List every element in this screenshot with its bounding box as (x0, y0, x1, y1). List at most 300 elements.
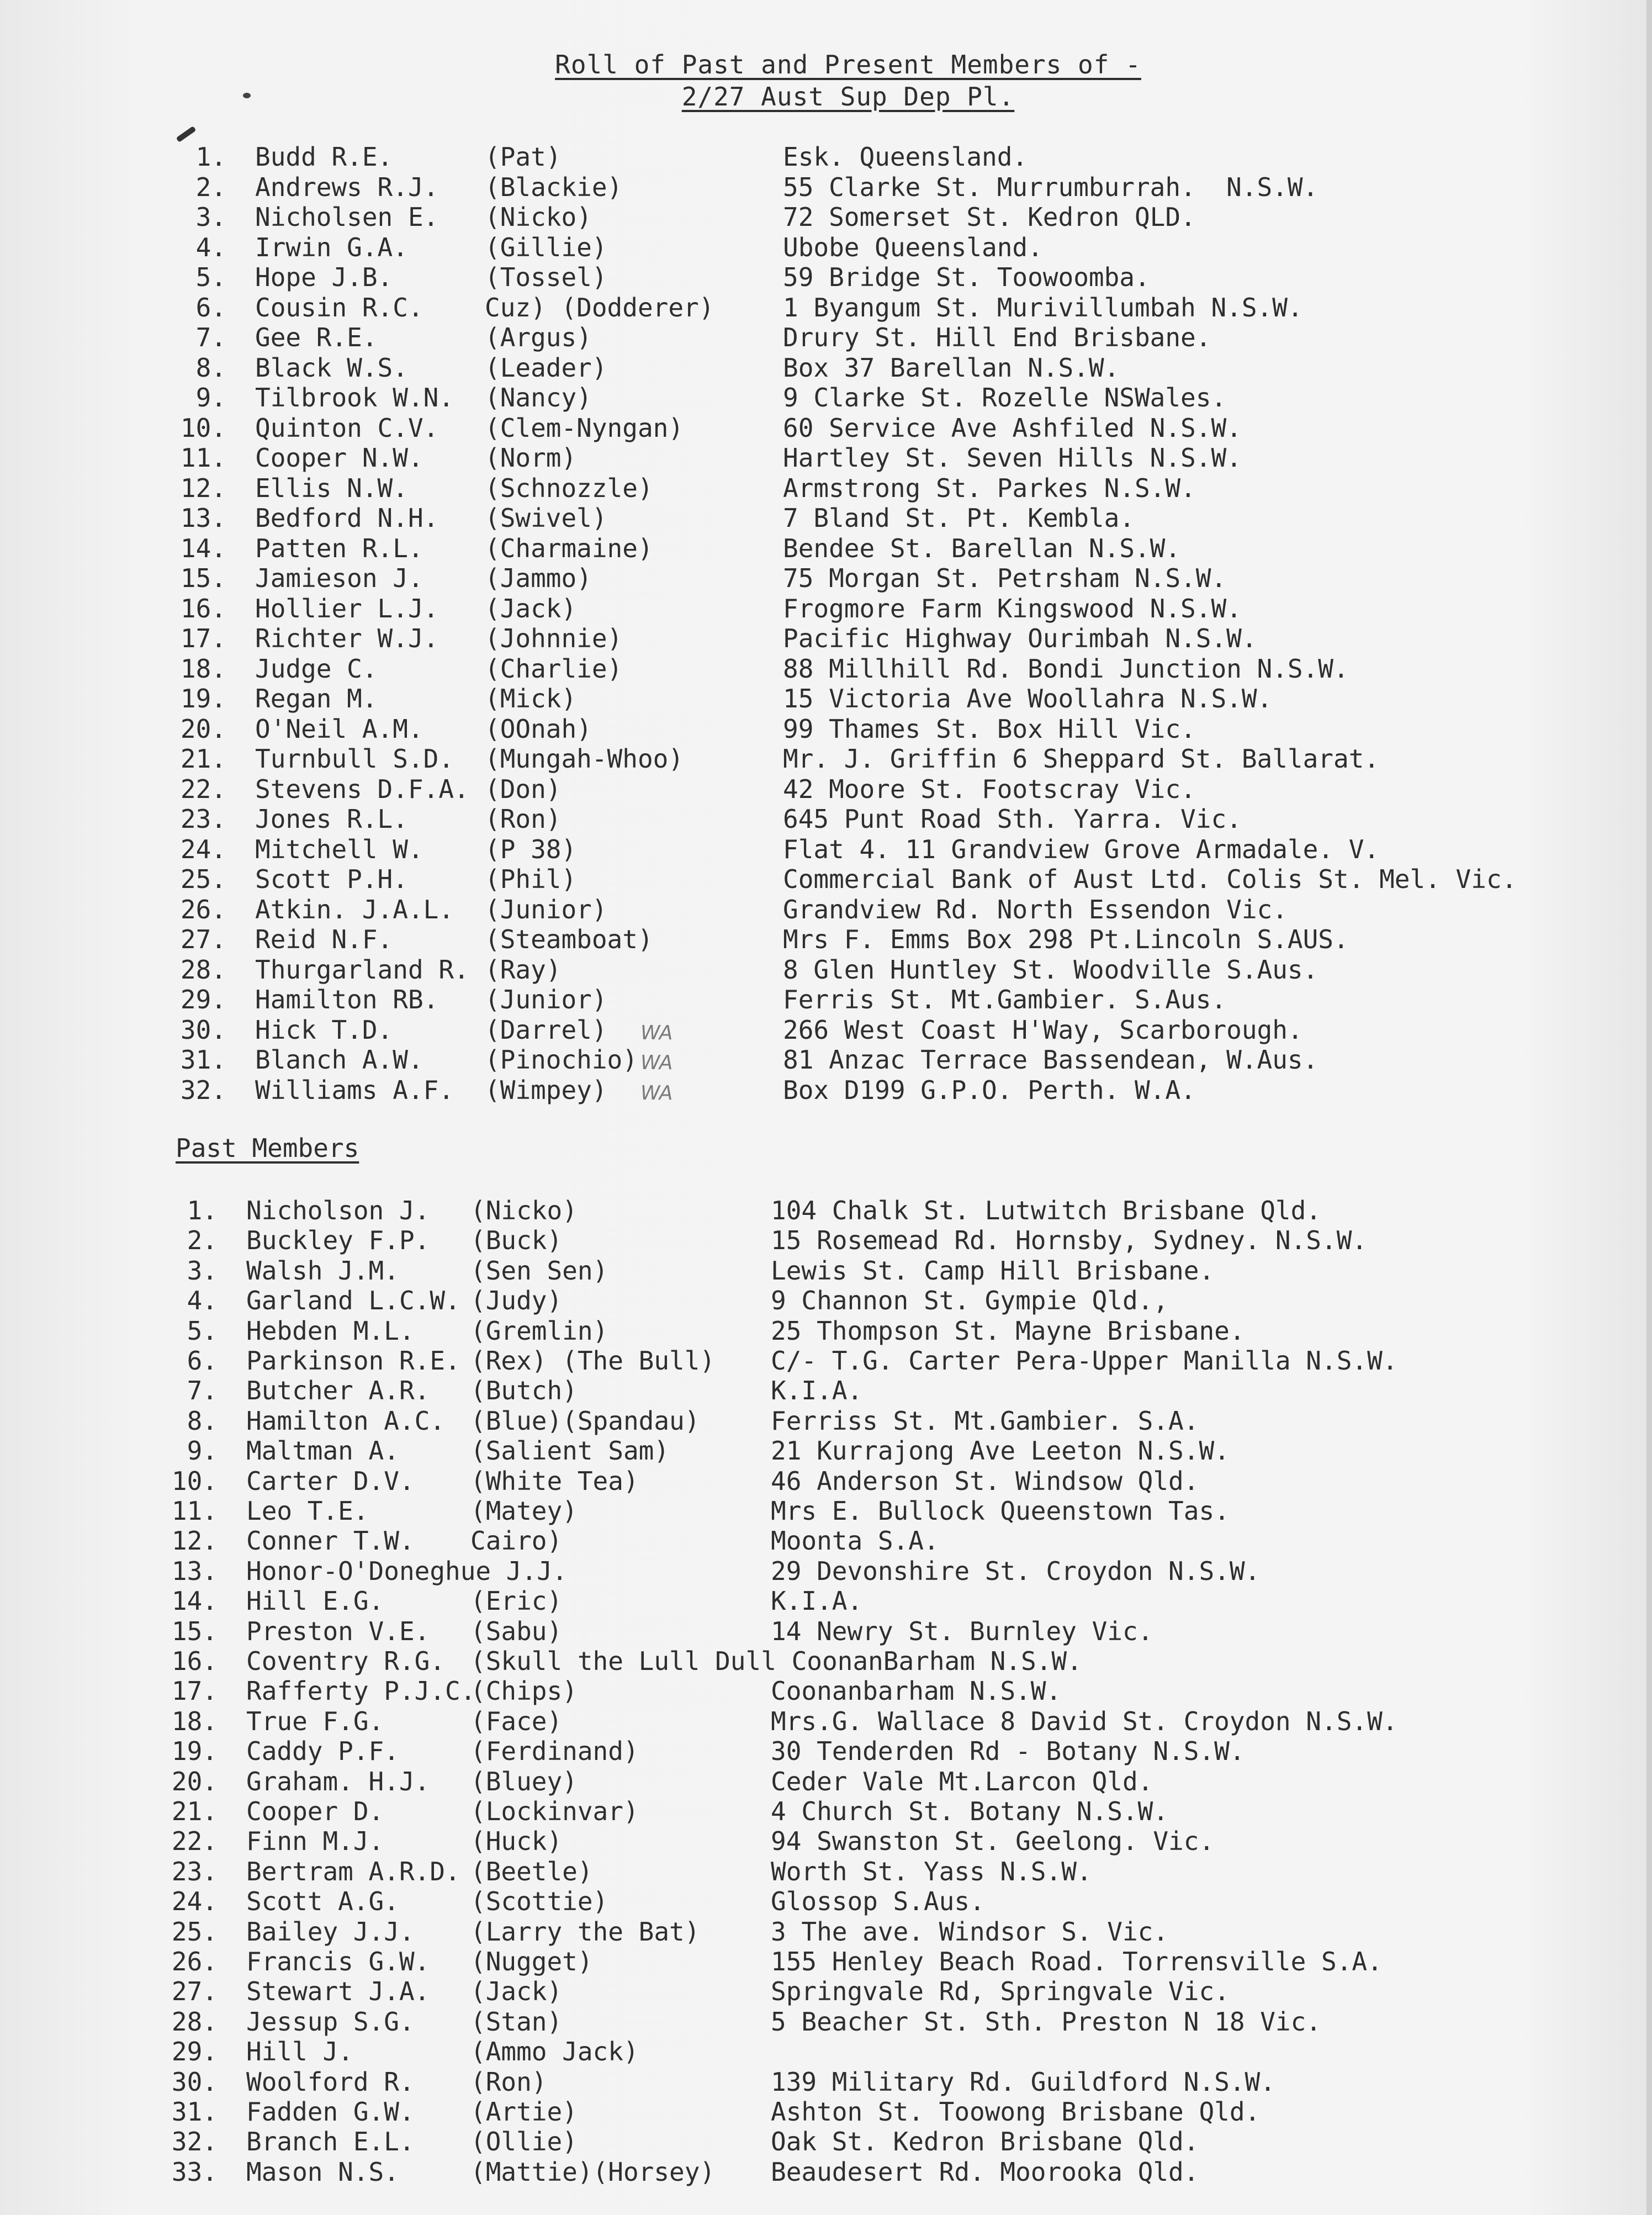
member-number: 15. (171, 1616, 218, 1646)
member-number: 5. (195, 262, 226, 292)
member-nickname: (Phil) (485, 864, 577, 894)
member-number: 2. (195, 172, 226, 202)
member-name: Stevens D.F.A. (255, 774, 469, 804)
member-row (0, 1736, 1652, 1767)
member-number: 10. (180, 413, 226, 443)
member-address: Flat 4. 11 Grandview Grove Armadale. V. (783, 834, 1380, 864)
member-row (0, 1706, 1652, 1737)
member-number: 27. (180, 924, 226, 954)
member-address: 15 Victoria Ave Woollahra N.S.W. (783, 684, 1273, 713)
member-number: 13. (171, 1556, 218, 1586)
member-nickname: (Darrel) (485, 1014, 607, 1045)
member-address: Esk. Queensland. (783, 142, 1028, 172)
member-number: 19. (180, 684, 226, 713)
member-number: 3. (187, 1255, 218, 1286)
member-address: Hartley St. Seven Hills N.S.W. (783, 443, 1242, 473)
document-title: Roll of Past and Present Members of - (555, 50, 1141, 80)
member-number: 23. (171, 1856, 218, 1886)
member-nickname: (Norm) (485, 443, 577, 473)
member-row (0, 653, 1652, 684)
member-row (0, 1946, 1652, 1977)
member-name: Mitchell W. (255, 834, 423, 864)
member-nickname: (Charlie) (485, 653, 623, 684)
member-number: 26. (180, 894, 226, 924)
member-address: Ferris St. Mt.Gambier. S.Aus. (783, 985, 1227, 1014)
member-number: 18. (180, 653, 226, 684)
member-address: Ubobe Queensland. (783, 232, 1043, 262)
member-row (0, 2156, 1652, 2187)
member-number: 15. (180, 563, 226, 593)
handwritten-note: WA (640, 1051, 673, 1074)
member-row (0, 172, 1652, 203)
member-number: 17. (180, 623, 226, 653)
member-name: Bailey J.J. (246, 1916, 415, 1947)
member-nickname: (Schnozzle) (485, 473, 653, 503)
member-nickname: (Blackie) (485, 172, 623, 202)
member-number: 4. (187, 1286, 218, 1316)
member-number: 3. (195, 202, 226, 232)
member-address: 266 West Coast H'Way, Scarborough. (783, 1014, 1303, 1045)
member-nickname: (Lockinvar) (470, 1796, 639, 1826)
member-number: 24. (180, 834, 226, 864)
member-nickname: (Gremlin) (470, 1315, 608, 1346)
member-nickname: Cuz) (Dodderer) (485, 292, 714, 323)
member-name: Buckley F.P. (246, 1225, 430, 1256)
member-row (0, 1285, 1652, 1316)
member-nickname: (Sen Sen) (470, 1255, 608, 1286)
member-address: 81 Anzac Terrace Bassendean, W.Aus. (783, 1045, 1319, 1075)
member-address: K.I.A. (771, 1376, 863, 1406)
member-number: 25. (180, 864, 226, 894)
member-number: 11. (180, 443, 226, 473)
member-address: Drury St. Hill End Brisbane. (783, 323, 1211, 352)
member-address: Ferriss St. Mt.Gambier. S.A. (771, 1405, 1199, 1436)
member-address: 3 The ave. Windsor S. Vic. (771, 1916, 1169, 1947)
member-nickname: (Rex) (The Bull) (470, 1346, 716, 1376)
member-row (0, 1315, 1652, 1346)
member-number: 4. (195, 232, 226, 262)
member-name: Blanch A.W. (255, 1045, 423, 1075)
member-address: Commercial Bank of Aust Ltd. Colis St. Mel. Vic. (783, 864, 1517, 894)
member-name: Rafferty P.J.C. (246, 1676, 476, 1706)
past-members-heading: Past Members (176, 1133, 359, 1163)
member-row (0, 1345, 1652, 1376)
member-name: Cousin R.C. (255, 292, 423, 323)
member-row (0, 2006, 1652, 2037)
member-nickname: (Argus) (485, 323, 592, 352)
member-address: 104 Chalk St. Lutwitch Brisbane Qld. (771, 1196, 1321, 1225)
member-nickname: (Chips) (470, 1676, 578, 1706)
member-address: 88 Millhill Rd. Bondi Junction N.S.W. (783, 653, 1349, 684)
member-number: 24. (171, 1886, 218, 1917)
member-nickname: (Skull the Lull Dull CoonanBarham N.S.W. (470, 1646, 1082, 1676)
member-row (0, 1044, 1652, 1075)
member-number: 22. (180, 774, 226, 804)
member-number: 7. (187, 1376, 218, 1406)
member-name: Patten R.L. (255, 533, 423, 563)
member-nickname: (Pat) (485, 142, 562, 172)
member-number: 1. (187, 1196, 218, 1225)
member-address: 5 Beacher St. Sth. Preston N 18 Vic. (771, 2006, 1321, 2037)
member-row (0, 1014, 1652, 1045)
member-row (0, 1075, 1652, 1106)
member-nickname: (Junior) (485, 894, 607, 924)
member-row (0, 322, 1652, 353)
member-name: Regan M. (255, 684, 378, 713)
member-address: Glossop S.Aus. (771, 1886, 985, 1917)
member-row (0, 202, 1652, 232)
member-nickname: (Blue)(Spandau) (470, 1405, 700, 1436)
member-number: 23. (180, 804, 226, 834)
member-nickname: (Larry the Bat) (470, 1916, 700, 1947)
member-nickname: (Swivel) (485, 503, 607, 533)
member-name: Black W.S. (255, 352, 408, 383)
member-address: K.I.A. (771, 1586, 863, 1616)
member-row (0, 1976, 1652, 2007)
member-nickname: (Mick) (485, 684, 577, 713)
member-row (0, 1466, 1652, 1497)
member-row (0, 1675, 1652, 1706)
member-name: Conner T.W. (246, 1526, 415, 1556)
member-name: Caddy P.F. (246, 1736, 399, 1767)
member-name: Hebden M.L. (246, 1315, 415, 1346)
member-row (0, 1886, 1652, 1917)
member-name: Jessup S.G. (246, 2006, 415, 2037)
member-address: 94 Swanston St. Geelong. Vic. (771, 1826, 1215, 1857)
member-address: 9 Clarke St. Rozelle NSWales. (783, 383, 1227, 413)
member-address: Beaudesert Rd. Moorooka Qld. (771, 2156, 1199, 2187)
member-name: Scott A.G. (246, 1886, 399, 1917)
member-number: 31. (171, 2097, 218, 2127)
member-address: Springvale Rd, Springvale Vic. (771, 1976, 1230, 2007)
handwritten-note: WA (640, 1081, 673, 1104)
member-number: 9. (195, 383, 226, 413)
member-row (0, 473, 1652, 504)
member-row (0, 1766, 1652, 1797)
member-address: Oak St. Kedron Brisbane Qld. (771, 2127, 1199, 2157)
member-nickname: (Butch) (470, 1376, 578, 1406)
member-number: 28. (180, 954, 226, 985)
member-row (0, 2036, 1652, 2067)
member-nickname: (Don) (485, 774, 562, 804)
member-nickname: (Ray) (485, 954, 562, 985)
member-number: 14. (180, 533, 226, 563)
member-number: 27. (171, 1976, 218, 2007)
member-number: 8. (195, 352, 226, 383)
member-number: 18. (171, 1706, 218, 1736)
member-number: 12. (180, 473, 226, 503)
member-name: Hope J.B. (255, 262, 393, 292)
member-nickname: (Buck) (470, 1225, 563, 1256)
member-row (0, 413, 1652, 443)
member-address: Ceder Vale Mt.Larcon Qld. (771, 1766, 1153, 1796)
member-name: Andrews R.J. (255, 172, 439, 202)
member-number: 25. (171, 1916, 218, 1947)
member-address: 139 Military Rd. Guildford N.S.W. (771, 2066, 1275, 2097)
member-row (0, 954, 1652, 985)
member-number: 10. (171, 1466, 218, 1496)
member-name: Budd R.E. (255, 142, 393, 172)
member-name: Woolford R. (246, 2066, 415, 2097)
member-row (0, 834, 1652, 865)
member-row (0, 1585, 1652, 1616)
member-number: 8. (187, 1405, 218, 1436)
member-row (0, 1405, 1652, 1436)
member-row (0, 774, 1652, 805)
member-row (0, 1646, 1652, 1677)
member-address: Pacific Highway Ourimbah N.S.W. (783, 623, 1257, 653)
member-name: Bedford N.H. (255, 503, 439, 533)
member-name: Gee R.E. (255, 323, 378, 352)
member-address: 46 Anderson St. Windsow Qld. (771, 1466, 1199, 1496)
member-address: Worth St. Yass N.S.W. (771, 1856, 1092, 1886)
member-name: Graham. H.J. (246, 1766, 430, 1796)
member-nickname: (Jammo) (485, 563, 592, 593)
member-nickname: (Nicko) (485, 202, 592, 232)
member-name: Jamieson J. (255, 563, 423, 593)
member-nickname: (Ron) (485, 804, 562, 834)
member-address: Box D199 G.P.O. Perth. W.A. (783, 1075, 1196, 1105)
member-nickname: Cairo) (470, 1526, 563, 1556)
member-nickname: (Johnnie) (485, 623, 623, 653)
member-number: 16. (180, 593, 226, 623)
member-row (0, 1435, 1652, 1466)
member-row (0, 1255, 1652, 1286)
member-number: 30. (171, 2066, 218, 2097)
member-nickname: (Charmaine) (485, 533, 653, 563)
member-name: Tilbrook W.N. (255, 383, 454, 413)
member-row (0, 1556, 1652, 1587)
member-name: Garland L.C.W. (246, 1286, 460, 1316)
member-address: Moonta S.A. (771, 1526, 939, 1556)
member-row (0, 683, 1652, 714)
member-address: 29 Devonshire St. Croydon N.S.W. (771, 1556, 1261, 1586)
member-row (0, 503, 1652, 533)
member-number: 28. (171, 2006, 218, 2037)
member-name: Carter D.V. (246, 1466, 415, 1496)
member-number: 30. (180, 1014, 226, 1045)
member-address: 21 Kurrajong Ave Leeton N.S.W. (771, 1436, 1230, 1466)
member-address: Mr. J. Griffin 6 Sheppard St. Ballarat. (783, 744, 1380, 774)
member-nickname: (Judy) (470, 1286, 563, 1316)
member-number: 5. (187, 1315, 218, 1346)
member-address: Grandview Rd. North Essendon Vic. (783, 894, 1288, 924)
member-number: 22. (171, 1826, 218, 1857)
member-nickname: (Bluey) (470, 1766, 578, 1796)
member-address: Ashton St. Toowong Brisbane Qld. (771, 2097, 1261, 2127)
member-name: Stewart J.A. (246, 1976, 430, 2007)
member-address: 14 Newry St. Burnley Vic. (771, 1616, 1153, 1646)
member-name: Thurgarland R. (255, 954, 469, 985)
member-name: Branch E.L. (246, 2127, 415, 2157)
member-name: Hill E.G. (246, 1586, 384, 1616)
member-number: 21. (171, 1796, 218, 1826)
member-nickname: (Eric) (470, 1586, 563, 1616)
member-row (0, 352, 1652, 383)
member-row (0, 894, 1652, 925)
member-name: Williams A.F. (255, 1075, 454, 1105)
member-number: 26. (171, 1947, 218, 1976)
member-row (0, 1225, 1652, 1256)
member-name: Judge C. (255, 653, 378, 684)
member-name: Leo T.E. (246, 1496, 369, 1526)
member-nickname: (Ammo Jack) (470, 2037, 639, 2067)
member-row (0, 2126, 1652, 2157)
member-address: Lewis St. Camp Hill Brisbane. (771, 1255, 1215, 1286)
member-row (0, 743, 1652, 774)
member-address: C/- T.G. Carter Pera-Upper Manilla N.S.W. (771, 1346, 1398, 1376)
member-row (0, 1525, 1652, 1556)
member-address: 72 Somerset St. Kedron QLD. (783, 202, 1196, 232)
member-nickname: (Mattie)(Horsey) (470, 2156, 716, 2187)
member-address: 25 Thompson St. Mayne Brisbane. (771, 1315, 1245, 1346)
member-nickname: (Nugget) (470, 1947, 593, 1976)
member-number: 19. (171, 1736, 218, 1767)
member-nickname: (Scottie) (470, 1886, 608, 1917)
member-nickname: (Ferdinand) (470, 1736, 639, 1767)
member-name: Parkinson R.E. (246, 1346, 460, 1376)
member-row (0, 1796, 1652, 1827)
handwritten-note: WA (640, 1021, 673, 1044)
member-row (0, 1495, 1652, 1526)
member-nickname: (Tossel) (485, 262, 607, 292)
member-nickname: (Artie) (470, 2097, 578, 2127)
member-nickname: (Stan) (470, 2006, 563, 2037)
member-name: Richter W.J. (255, 623, 439, 653)
member-number: 20. (171, 1766, 218, 1796)
member-name: Nicholson J. (246, 1196, 430, 1225)
member-row (0, 2066, 1652, 2097)
member-address: Armstrong St. Parkes N.S.W. (783, 473, 1196, 503)
member-nickname: (Wimpey) (485, 1075, 607, 1105)
member-name: Butcher A.R. (246, 1376, 430, 1406)
member-row (0, 1195, 1652, 1226)
member-address: 30 Tenderden Rd - Botany N.S.W. (771, 1736, 1245, 1767)
member-row (0, 292, 1652, 323)
member-row (0, 924, 1652, 955)
member-nickname: (White Tea) (470, 1466, 639, 1496)
member-address: 55 Clarke St. Murrumburrah. N.S.W. (783, 172, 1319, 202)
member-name: Mason N.S. (246, 2156, 399, 2187)
member-nickname: (Clem-Nyngan) (485, 413, 684, 443)
member-name: Quinton C.V. (255, 413, 439, 443)
member-row (0, 1616, 1652, 1647)
member-address: 1 Byangum St. Murivillumbah N.S.W. (783, 292, 1303, 323)
member-name: Honor-O'Doneghue J.J. (246, 1556, 568, 1586)
member-number: 17. (171, 1676, 218, 1706)
member-row (0, 141, 1652, 172)
member-nickname: (Beetle) (470, 1856, 593, 1886)
member-address: 42 Moore St. Footscray Vic. (783, 774, 1196, 804)
member-number: 9. (187, 1436, 218, 1466)
member-name: Coventry R.G. (246, 1646, 446, 1676)
member-address: Box 37 Barellan N.S.W. (783, 352, 1120, 383)
member-address: 75 Morgan St. Petrsham N.S.W. (783, 563, 1227, 593)
member-number: 13. (180, 503, 226, 533)
member-number: 7. (195, 323, 226, 352)
member-row (0, 593, 1652, 624)
member-name: Hick T.D. (255, 1014, 393, 1045)
member-row (0, 1375, 1652, 1406)
member-row (0, 1826, 1652, 1857)
member-nickname: (Nancy) (485, 383, 592, 413)
member-nickname: (Salient Sam) (470, 1436, 670, 1466)
member-name: True F.G. (246, 1706, 384, 1736)
member-address: Coonanbarham N.S.W. (771, 1676, 1062, 1706)
member-name: Hill J. (246, 2037, 353, 2067)
member-number: 29. (180, 985, 226, 1014)
member-name: Bertram A.R.D. (246, 1856, 460, 1886)
member-row (0, 442, 1652, 473)
member-nickname: (Ollie) (470, 2127, 578, 2157)
member-address: Bendee St. Barellan N.S.W. (783, 533, 1181, 563)
member-nickname: (Pinochio) (485, 1045, 638, 1075)
member-name: Fadden G.W. (246, 2097, 415, 2127)
member-name: Ellis N.W. (255, 473, 408, 503)
member-row (0, 382, 1652, 413)
member-nickname: (Leader) (485, 352, 607, 383)
member-row (0, 864, 1652, 895)
member-row (0, 1856, 1652, 1887)
member-address: 60 Service Ave Ashfiled N.S.W. (783, 413, 1242, 443)
member-number: 14. (171, 1586, 218, 1616)
member-nickname: (Junior) (485, 985, 607, 1014)
member-number: 31. (180, 1045, 226, 1075)
member-address: 15 Rosemead Rd. Hornsby, Sydney. N.S.W. (771, 1225, 1368, 1256)
member-row (0, 2096, 1652, 2127)
member-nickname: (P 38) (485, 834, 577, 864)
member-number: 21. (180, 744, 226, 774)
member-nickname: (Mungah-Whoo) (485, 744, 684, 774)
member-row (0, 1916, 1652, 1947)
member-name: Reid N.F. (255, 924, 393, 954)
member-nickname: (Jack) (485, 593, 577, 623)
member-name: Cooper D. (246, 1796, 384, 1826)
member-nickname: (Gillie) (485, 232, 607, 262)
member-nickname: (Matey) (470, 1496, 578, 1526)
member-nickname: (Steamboat) (485, 924, 653, 954)
member-name: Cooper N.W. (255, 443, 423, 473)
member-address: 645 Punt Road Sth. Yarra. Vic. (783, 804, 1242, 834)
member-number: 6. (195, 292, 226, 323)
member-address: 8 Glen Huntley St. Woodville S.Aus. (783, 954, 1319, 985)
member-number: 32. (171, 2127, 218, 2157)
member-address: 7 Bland St. Pt. Kembla. (783, 503, 1135, 533)
document-subtitle: 2/27 Aust Sup Dep Pl. (681, 82, 1015, 112)
member-nickname: (Jack) (470, 1976, 563, 2007)
member-name: Jones R.L. (255, 804, 408, 834)
member-number: 1. (195, 142, 226, 172)
member-name: Scott P.H. (255, 864, 408, 894)
member-name: Hollier L.J. (255, 593, 439, 623)
member-address: Mrs E. Bullock Queenstown Tas. (771, 1496, 1230, 1526)
member-name: Nicholsen E. (255, 202, 439, 232)
member-nickname: (Huck) (470, 1826, 563, 1857)
member-address: Frogmore Farm Kingswood N.S.W. (783, 593, 1242, 623)
member-row (0, 803, 1652, 834)
member-name: Maltman A. (246, 1436, 399, 1466)
member-nickname: (Face) (470, 1706, 563, 1736)
member-name: Irwin G.A. (255, 232, 408, 262)
member-number: 33. (171, 2156, 218, 2187)
member-row (0, 563, 1652, 594)
member-address: 9 Channon St. Gympie Qld., (771, 1286, 1169, 1316)
member-name: Francis G.W. (246, 1947, 430, 1976)
member-nickname: (Ron) (470, 2066, 547, 2097)
member-name: Atkin. J.A.L. (255, 894, 454, 924)
member-number: 12. (171, 1526, 218, 1556)
member-row (0, 262, 1652, 293)
